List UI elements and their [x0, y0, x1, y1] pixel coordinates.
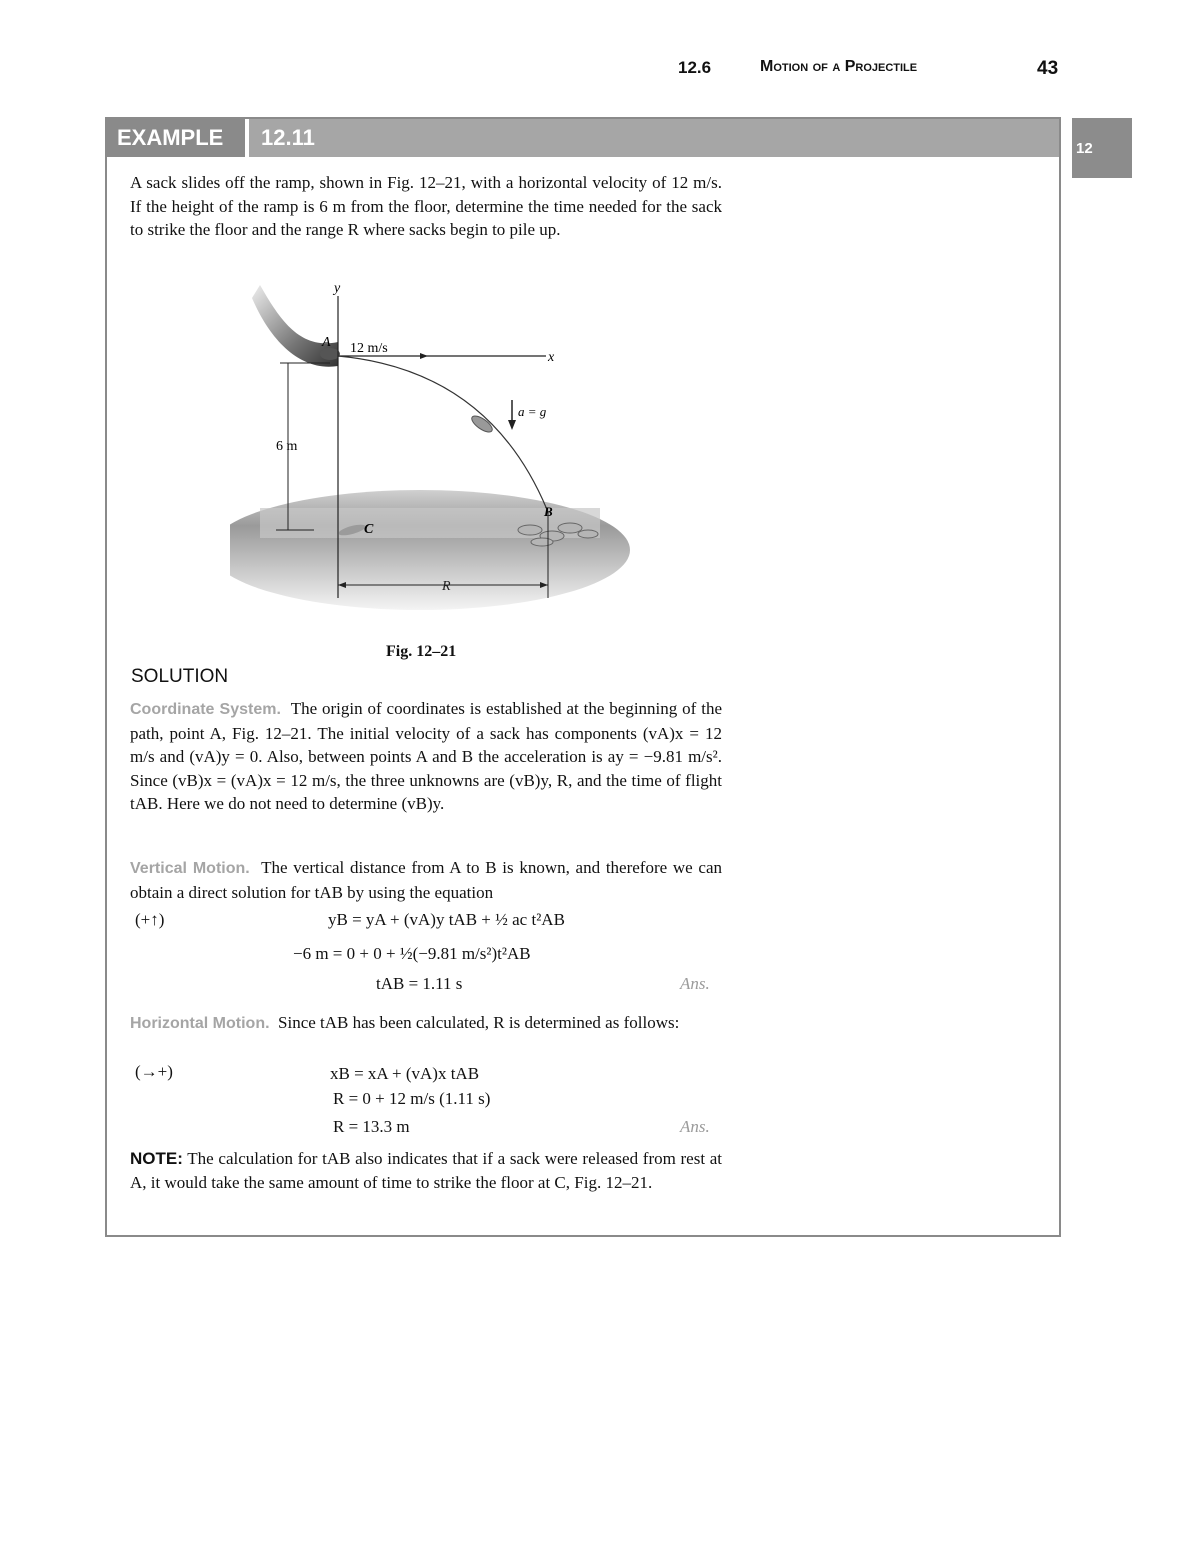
note-paragraph [130, 1147, 722, 1194]
vertical-motion-paragraph [130, 856, 722, 904]
solution-heading: SOLUTION [131, 666, 229, 687]
coordinate-system-paragraph [130, 697, 722, 816]
horizontal-sign-convention: (→+) [135, 1062, 173, 1081]
sack-pile-4 [578, 530, 598, 538]
vertical-motion-keyword: Vertical Motion. [130, 860, 250, 877]
x-axis-label: x [548, 350, 555, 365]
coordinate-system-keyword: Coordinate System. [130, 701, 281, 718]
example-title-bar [107, 119, 1059, 157]
page-number: 43 [1037, 58, 1059, 79]
example-number: 12.11 [261, 125, 315, 150]
example-label: EXAMPLE [107, 119, 245, 157]
header-section-number: 12.6 [678, 58, 712, 77]
accel-label: a = g [518, 404, 547, 419]
problem-statement: A sack slides off the ramp, shown in Fig. 12–21, with a horizontal velocity of 12 m/s. If the height of the ramp is 6 m from the floor, determine the time needed for the sack to strike the floor and the range R where sacks begin to pile up. [130, 173, 722, 239]
range-label: R [442, 579, 451, 594]
horizontal-equation-1: xB = xA + (vA)x tAB [330, 1064, 480, 1083]
y-axis-label: y [334, 281, 341, 296]
velocity-arrowhead [420, 353, 428, 359]
figure-caption: Fig. 12–21 [386, 643, 457, 660]
vertical-motion-text: The vertical distance from A to B is known, and therefore we can obtain a direct solution for tAB by using the equation [130, 858, 723, 902]
point-b-label: B [544, 504, 553, 519]
vertical-sign-convention: (+↑) [135, 910, 165, 929]
sack-pile-3 [558, 523, 582, 533]
height-label: 6 m [276, 439, 298, 454]
horizontal-motion-paragraph [130, 1011, 722, 1036]
point-c-label: C [364, 522, 374, 537]
point-a-label: A [322, 335, 331, 350]
velocity-label: 12 m/s [350, 341, 388, 356]
chapter-tab: 12 [1072, 118, 1132, 178]
vertical-answer-mark: Ans. [680, 974, 710, 993]
sack-midflight [469, 413, 494, 435]
note-keyword: NOTE: [130, 1149, 183, 1168]
figure-12-21 [230, 280, 630, 640]
sack-pile-5 [531, 538, 553, 546]
vertical-equation-3: tAB = 1.11 s [376, 974, 463, 993]
vertical-equation-1: yB = yA + (vA)y tAB + ½ ac t²AB [328, 910, 565, 929]
horizontal-equation-2: R = 0 + 12 m/s (1.11 s) [333, 1089, 491, 1108]
horizontal-answer-mark: Ans. [680, 1117, 710, 1136]
header-section-title: Motion of a Projectile [760, 58, 918, 75]
coordinate-system-text: The origin of coordinates is established at the beginning of the path, point A, Fig. 12–21. The initial velocity of a sack has components (vA)x = 12 m/s and (vA)y = 0. Also, between points A and B the acceleration is ay = −9.81 m/s². Since (vB)x = (vA)x = 12 m/s, the three unknowns are (vB)y, R, and the time of flight tAB. Here we do not need to determine (vB)y. [130, 699, 722, 813]
vertical-equation-2: −6 m = 0 + 0 + ½(−9.81 m/s²)t²AB [293, 944, 531, 963]
trajectory [338, 356, 548, 512]
horizontal-equation-3: R = 13.3 m [333, 1117, 410, 1136]
accel-arrowhead [508, 420, 516, 430]
sack-pile-1 [518, 525, 542, 535]
horizontal-motion-text: Since tAB has been calculated, R is determined as follows: [278, 1013, 680, 1032]
horizontal-motion-keyword: Horizontal Motion. [130, 1015, 270, 1032]
example-divider [245, 119, 249, 157]
note-text: The calculation for tAB also indicates that if a sack were released from rest at A, it would take the same amount of time to strike the floor at C, Fig. 12–21. [130, 1149, 723, 1192]
